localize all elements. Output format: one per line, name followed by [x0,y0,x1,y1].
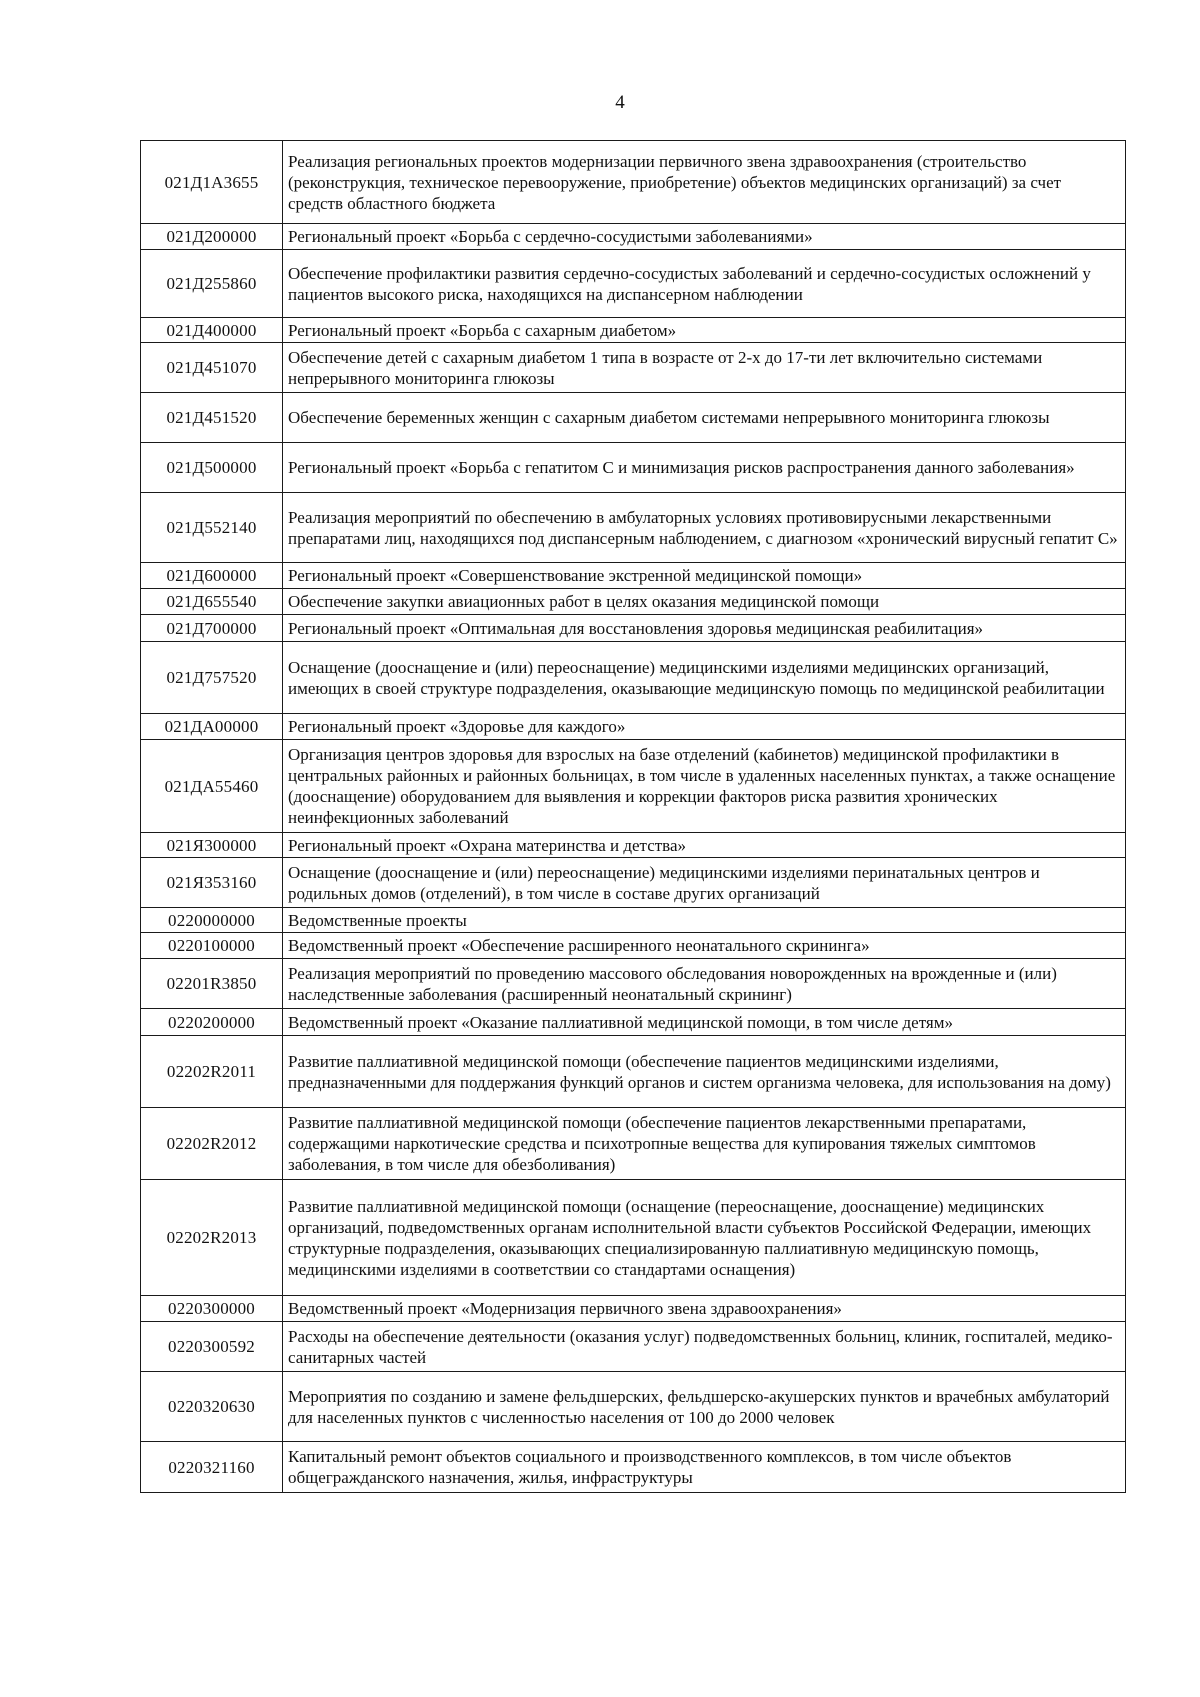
row-description: Развитие паллиативной медицинской помощи (оснащение (переоснащение, дооснащение) медицинских организаций, подведомственных органам исполнительной власти субъектов Российской Федерации, имеющих структурные подразделения, оказывающих специализированную паллиативную медицинскую помощь, медицинскими изделиями в соответствии со стандартами оснащения) [283,1180,1126,1296]
row-description: Реализация региональных проектов модернизации первичного звена здравоохранения (строительство (реконструкция, техническое перевооружение, приобретение) объектов медицинских организаций) за счет средств областного бюджета [283,141,1126,224]
table-row [141,1372,1126,1442]
row-description: Развитие паллиативной медицинской помощи (обеспечение пациентов лекарственными препаратами, содержащими наркотические средства и психотропные вещества для купирования тяжелых симптомов заболевания, в том числе для обезболивания) [283,1108,1126,1180]
row-code: 021Д600000 [141,563,283,589]
table-row [141,833,1126,858]
table-row [141,1108,1126,1180]
row-code: 0220000000 [141,908,283,933]
row-description: Организация центров здоровья для взрослых на базе отделений (кабинетов) медицинской профилактики в центральных районных и районных больницах, в том числе в удаленных населенных пунктах, а также оснащение (дооснащение) оборудованием для выявления и коррекции факторов риска развития хронических неинфекционных заболеваний [283,740,1126,833]
row-description: Мероприятия по созданию и замене фельдшерских, фельдшерско-акушерских пунктов и врачебных амбулаторий для населенных пунктов с численностью населения от 100 до 2000 человек [283,1372,1126,1442]
row-description: Развитие паллиативной медицинской помощи (обеспечение пациентов медицинскими изделиями, предназначенными для поддержания функций органов и систем организма человека, для использования на дому) [283,1036,1126,1108]
row-code: 021Д700000 [141,615,283,642]
row-description: Ведомственный проект «Оказание паллиативной медицинской помощи, в том числе детям» [283,1009,1126,1036]
row-code: 021Д500000 [141,443,283,493]
row-description: Обеспечение закупки авиационных работ в целях оказания медицинской помощи [283,589,1126,615]
row-description: Оснащение (дооснащение и (или) переоснащение) медицинскими изделиями медицинских организаций, имеющих в своей структуре подразделения, оказывающие медицинскую помощь по медицинской реабилитации [283,642,1126,714]
row-code: 02202R2013 [141,1180,283,1296]
row-description: Региональный проект «Оптимальная для восстановления здоровья медицинская реабилитация» [283,615,1126,642]
row-code: 02202R2012 [141,1108,283,1180]
table-row [141,443,1126,493]
row-description: Региональный проект «Борьба с сердечно-сосудистыми заболеваниями» [283,224,1126,250]
row-description: Региональный проект «Охрана материнства и детства» [283,833,1126,858]
row-description: Региональный проект «Борьба с сахарным диабетом» [283,318,1126,343]
row-code: 021Д451070 [141,343,283,393]
table-row [141,1180,1126,1296]
row-code: 021Д552140 [141,493,283,563]
table-row [141,933,1126,959]
row-code: 02202R2011 [141,1036,283,1108]
table-row [141,1036,1126,1108]
page-number: 4 [615,92,625,113]
table-row [141,493,1126,563]
row-code: 0220321160 [141,1442,283,1493]
table-row [141,908,1126,933]
row-description: Обеспечение профилактики развития сердечно-сосудистых заболеваний и сердечно-сосудистых осложнений у пациентов высокого риска, находящихся на диспансерном наблюдении [283,250,1126,318]
table-row [141,858,1126,908]
row-code: 021Д255860 [141,250,283,318]
row-description: Региональный проект «Здоровье для каждого» [283,714,1126,740]
table-row [141,615,1126,642]
table-row [141,224,1126,250]
table-row [141,1009,1126,1036]
row-code: 0220320630 [141,1372,283,1442]
row-code: 021Д1А3655 [141,141,283,224]
table-body [141,141,1126,1493]
table-row [141,1296,1126,1322]
row-code: 0220200000 [141,1009,283,1036]
row-code: 021ДА00000 [141,714,283,740]
row-description: Обеспечение детей с сахарным диабетом 1 типа в возрасте от 2-х до 17-ти лет включительно системами непрерывного мониторинга глюкозы [283,343,1126,393]
row-code: 021Д400000 [141,318,283,343]
table-row [141,393,1126,443]
row-description: Оснащение (дооснащение и (или) переоснащение) медицинскими изделиями перинатальных центров и родильных домов (отделений), в том числе в составе других организаций [283,858,1126,908]
row-description: Реализация мероприятий по проведению массового обследования новорожденных на врожденные и (или) наследственные заболевания (расширенный неонатальный скрининг) [283,959,1126,1009]
row-code: 021Д451520 [141,393,283,443]
table-row [141,589,1126,615]
row-description: Региональный проект «Совершенствование экстренной медицинской помощи» [283,563,1126,589]
table-row [141,1322,1126,1372]
table-row [141,1442,1126,1493]
row-code: 0220300000 [141,1296,283,1322]
table-row [141,959,1126,1009]
row-code: 0220300592 [141,1322,283,1372]
row-description: Реализация мероприятий по обеспечению в амбулаторных условиях противовирусными лекарственными препаратами лиц, находящихся под диспансерным наблюдением, с диагнозом «хронический вирусный гепатит С» [283,493,1126,563]
row-code: 021Я300000 [141,833,283,858]
row-code: 02201R3850 [141,959,283,1009]
row-description: Расходы на обеспечение деятельности (оказания услуг) подведомственных больниц, клиник, госпиталей, медико-санитарных частей [283,1322,1126,1372]
row-description: Капитальный ремонт объектов социального и производственного комплексов, в том числе объектов общегражданского назначения, жилья, инфраструктуры [283,1442,1126,1493]
table-row [141,563,1126,589]
table-row [141,141,1126,224]
row-description: Ведомственные проекты [283,908,1126,933]
row-code: 021Д655540 [141,589,283,615]
budget-classification-table [140,140,1126,1493]
table-row [141,714,1126,740]
row-description: Региональный проект «Борьба с гепатитом С и минимизация рисков распространения данного заболевания» [283,443,1126,493]
row-code: 0220100000 [141,933,283,959]
row-code: 021Д200000 [141,224,283,250]
row-code: 021Я353160 [141,858,283,908]
table-row [141,318,1126,343]
row-description: Ведомственный проект «Обеспечение расширенного неонатального скрининга» [283,933,1126,959]
table-row [141,250,1126,318]
row-code: 021ДА55460 [141,740,283,833]
table-row [141,740,1126,833]
row-code: 021Д757520 [141,642,283,714]
row-description: Обеспечение беременных женщин с сахарным диабетом системами непрерывного мониторинга глюкозы [283,393,1126,443]
table-row [141,343,1126,393]
table-row [141,642,1126,714]
row-description: Ведомственный проект «Модернизация первичного звена здравоохранения» [283,1296,1126,1322]
